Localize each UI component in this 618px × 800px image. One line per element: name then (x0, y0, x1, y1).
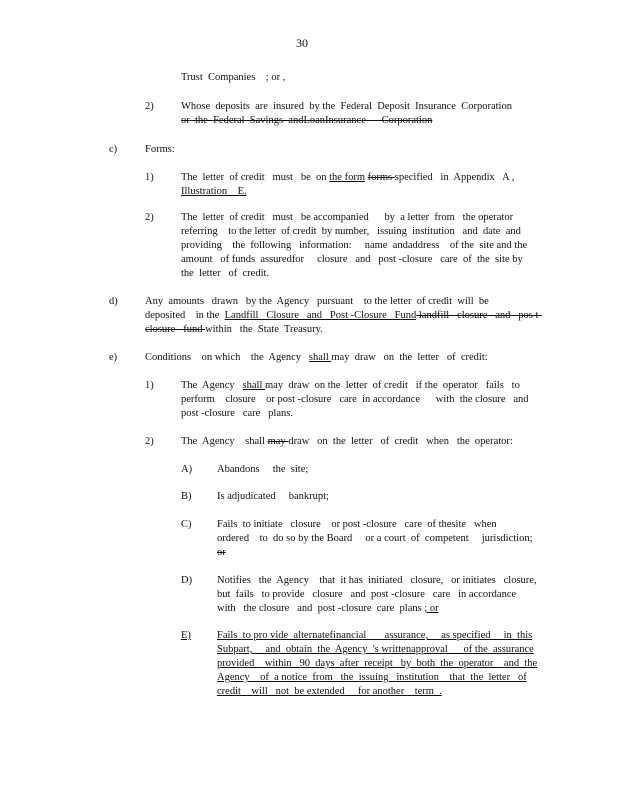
e-item-1-marker: 1) (145, 380, 154, 391)
c-item-1-line-2: Illustration E. (181, 186, 247, 197)
section-e-marker: e) (109, 352, 118, 363)
d-line-2: deposited in the Landfill Closure and Post -Closure Fund landfill closure and pos t- (145, 310, 542, 321)
e-item-2-marker: 2) (145, 436, 154, 447)
sub-c-marker: C) (181, 519, 192, 530)
section-e-heading: Conditions on which the Agency shall may draw on the letter of credit: (145, 352, 488, 363)
sub-e-line-3: provided within 90 days after receipt by both the operator and the (217, 658, 538, 669)
sub-c-line-1: Fails to initiate closure or post -closure care of thesite when (217, 519, 497, 530)
item-2-struck-line: or the Federal Savings andLoanInsurance Corporation (181, 115, 433, 126)
sub-a-line: Abandons the site; (217, 464, 309, 475)
section-c-heading: Forms: (145, 144, 175, 155)
sub-e-line-2: Subpart, and obtain the Agency 's writtenapproval of the assurance (217, 644, 534, 655)
sub-b-line: Is adjudicated bankrupt; (217, 491, 329, 502)
sub-e-line-4: Agency of a notice from the issuing institution that the letter of (217, 672, 527, 683)
trust-companies-line: Trust Companies ; or , (181, 72, 286, 83)
sub-e-line-5: credit will not be extended for another term . (217, 686, 442, 697)
c-item-2-marker: 2) (145, 212, 154, 223)
item-2-marker: 2) (145, 101, 154, 112)
sub-b-marker: B) (181, 491, 192, 502)
c-item-2-line: amount of funds assuredfor closure and post -closure care of the site by (181, 254, 523, 265)
c-item-2-line: providing the following information: name andaddress of the site and the (181, 240, 528, 251)
sub-d-line-1: Notifies the Agency that it has initiated closure, or initiates closure, (217, 575, 537, 586)
c-item-2-line: referring to the letter of credit by number, issuing institution and date and (181, 226, 521, 237)
e-item-2-line: The Agency shall may draw on the letter of credit when the operator: (181, 436, 513, 447)
c-item-2-line: The letter of credit must be accompanied by a letter from the operator (181, 212, 514, 223)
sub-e-marker: E) (181, 630, 191, 641)
sub-e-line-1: Fails to pro vide alternatefinancial assurance, as specified in this (217, 630, 533, 641)
sub-d-line-3: with the closure and post -closure care plans ; or (217, 603, 439, 614)
c-item-2-line: the letter of credit. (181, 268, 270, 279)
sub-a-marker: A) (181, 464, 193, 475)
sub-d-marker: D) (181, 575, 193, 586)
sub-c-line-2: ordered to do so by the Board or a court of competent jurisdiction; (217, 533, 533, 544)
e-item-1-line-1: The Agency shall may draw on the letter of credit if the operator fails to (181, 380, 520, 391)
page-number: 30 (296, 36, 308, 50)
section-d-marker: d) (109, 296, 118, 307)
item-2-line-1: Whose deposits are insured by the Federal Deposit Insurance Corporation (181, 101, 512, 112)
c-item-1-marker: 1) (145, 172, 154, 183)
sub-c-struck-or: or (217, 547, 226, 558)
section-c-marker: c) (109, 144, 118, 155)
e-item-1-line-2: perform closure or post -closure care in accordance with the closure and (181, 394, 529, 405)
c-item-1-line-1: The letter of credit must be on the form forms specified in Appendix A , (181, 172, 515, 183)
e-item-1-line-3: post -closure care plans. (181, 408, 293, 419)
sub-d-line-2: but fails to provide closure and post -closure care in accordance (217, 589, 517, 600)
d-line-3: closure fund within the State Treasury. (145, 324, 323, 335)
d-line-1: Any amounts drawn by the Agency pursuant to the letter of credit will be (145, 296, 489, 307)
